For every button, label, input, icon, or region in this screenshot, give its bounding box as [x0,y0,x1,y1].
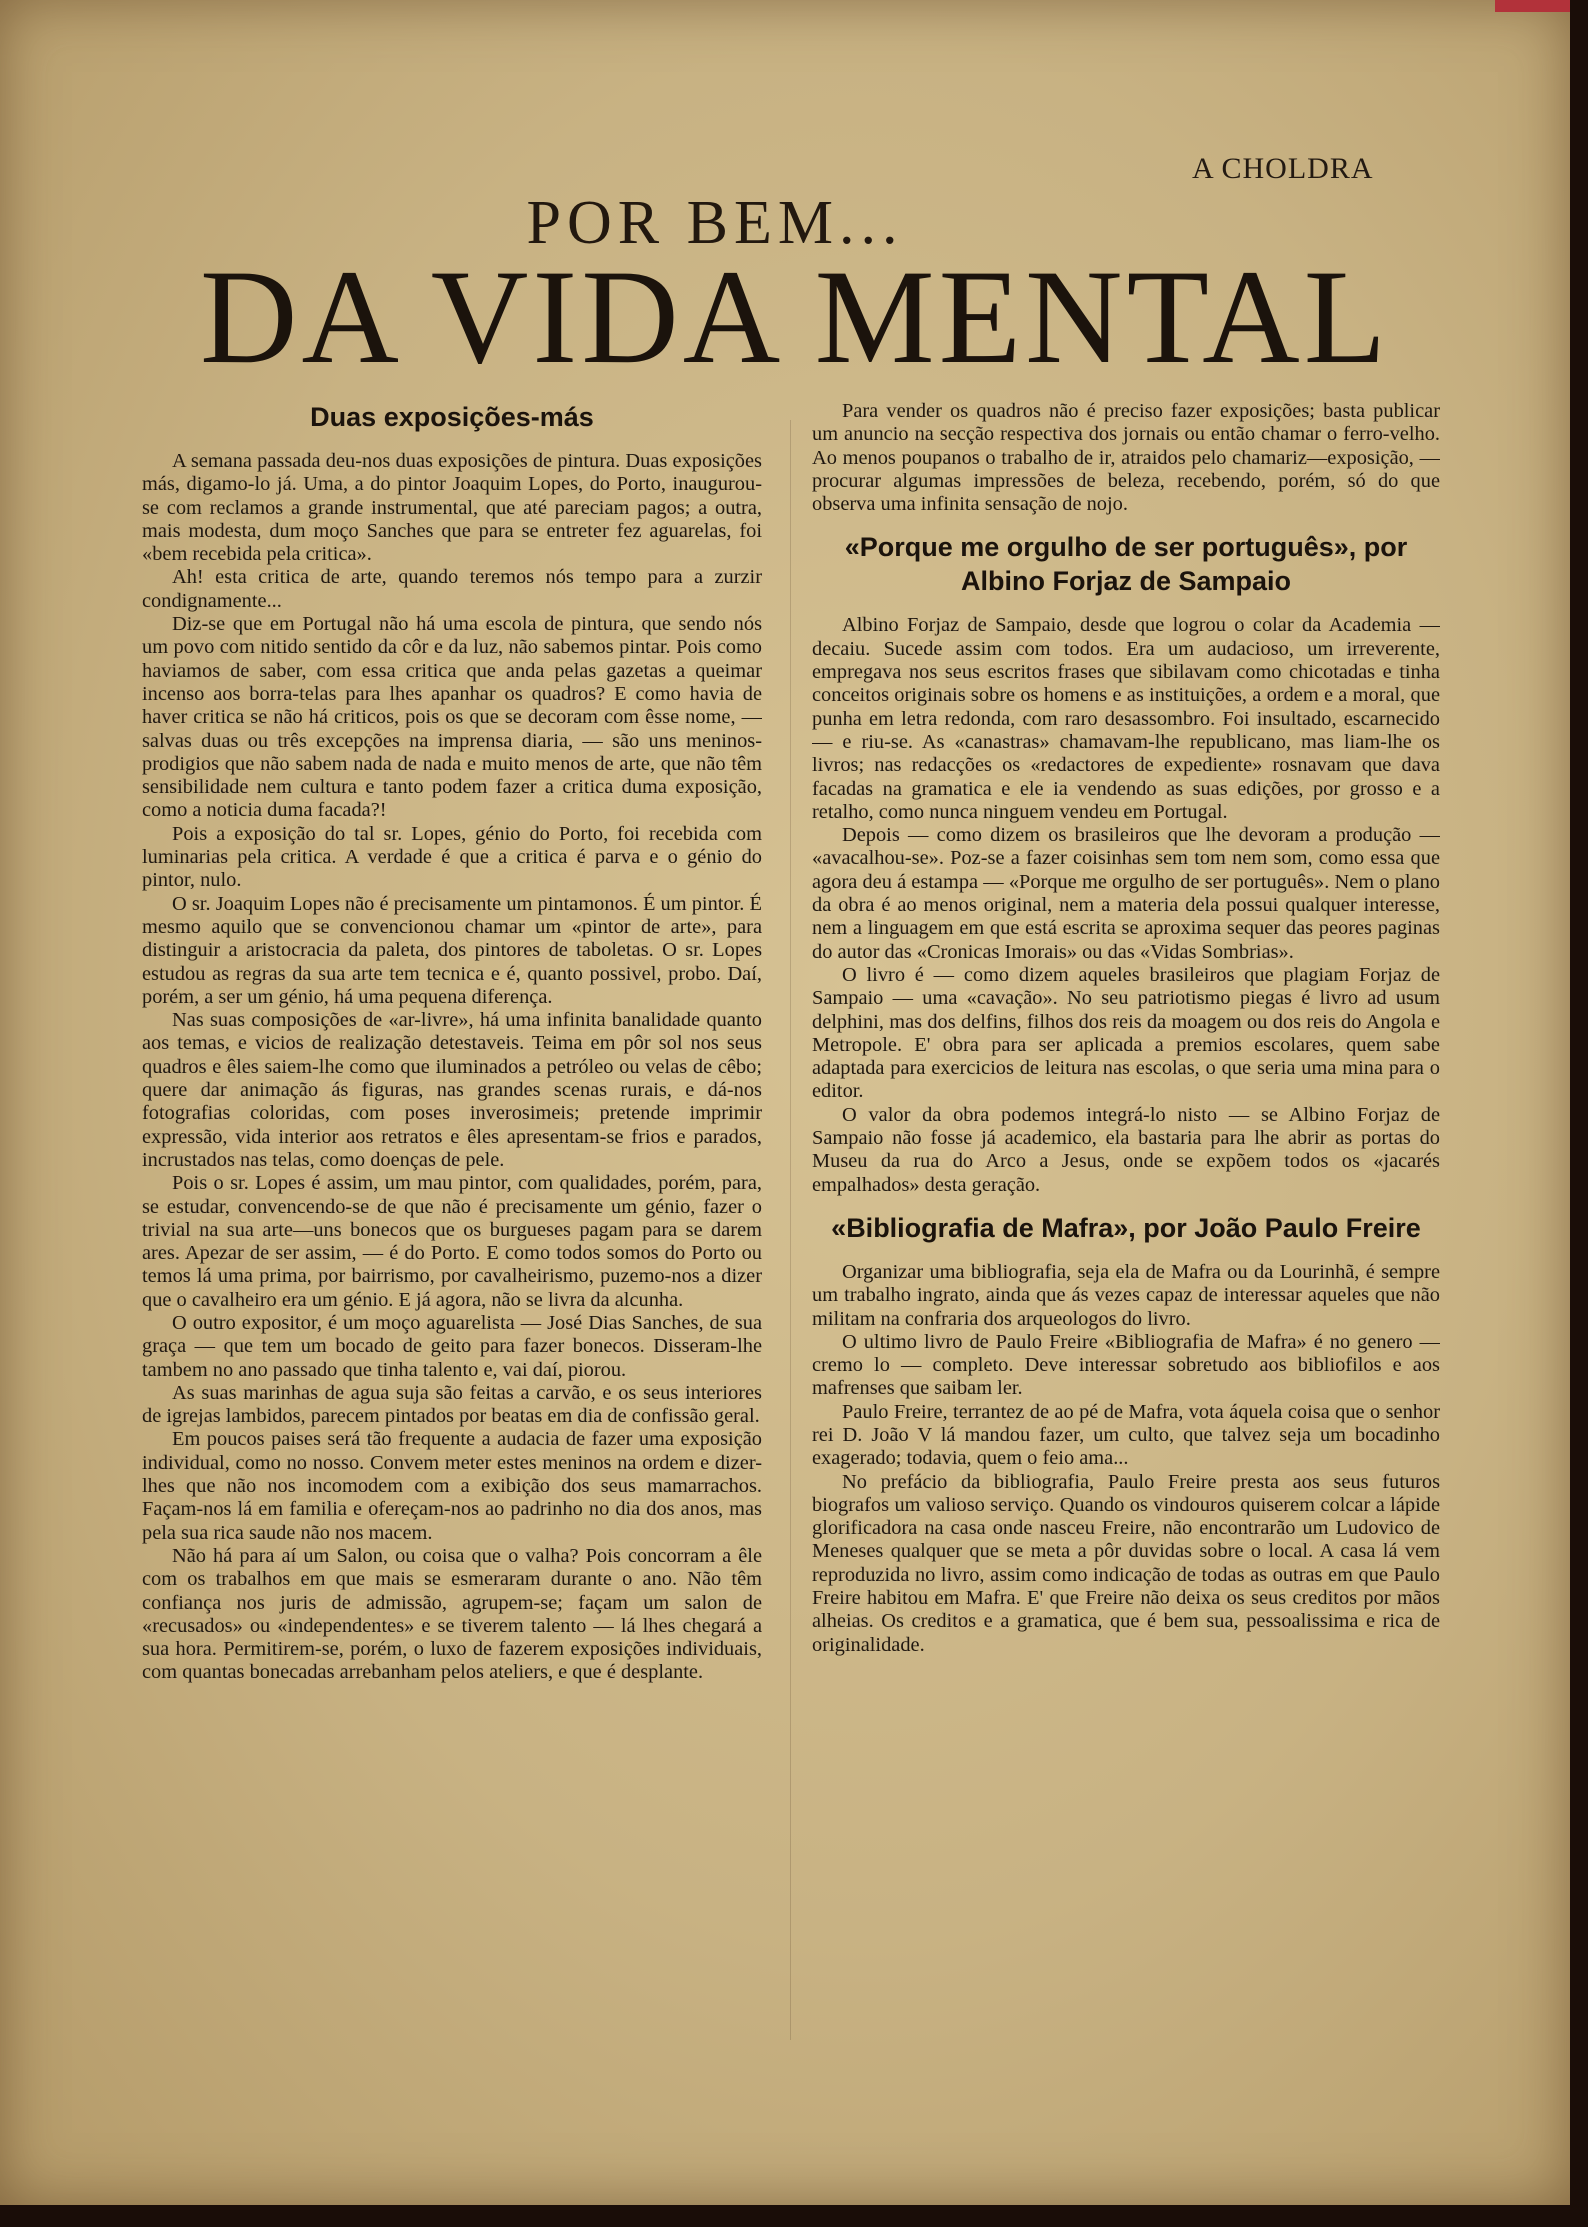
paragraph: Albino Forjaz de Sampaio, desde que logrou o colar da Academia — decaiu. Sucede assim com todos. Era um audacioso, um irreverente, empregava nos seus escritos frases que sibilavam como chicotadas e tinha conceitos originais sobre os homens e as instituições, a ordem e a moral, que punha em letra redonda, com raro desassombro. Foi insultado, escarnecido — e riu-se. As «canastras» chamavam-lhe republicano, mas liam-lhe os livros; nas redacções os «redactores de expediente» rosnavam que dava facadas na gramatica e ele ia vendendo as suas edições, por grosso e a retalho, como nunca ninguem vendeu em Portugal. [812,614,1440,823]
paragraph: Organizar uma bibliografia, seja ela de Mafra ou da Lourinhã, é sempre um trabalho ingrato, ainda que ás vezes capaz de interessar aqueles que não militam na confraria dos arqueologos do livro. [812,1260,1440,1330]
left-column [142,400,762,2060]
paragraph: Diz-se que em Portugal não há uma escola de pintura, que sendo nós um povo com nitido sentido da côr e da luz, não sabemos pintar. Pois como haviamos de saber, com essa critica que anda pelas gazetas a queimar incenso aos borra-telas para lhes apanhar os quadros? E como havia de haver critica se não há criticos, pois os que se decoram com êsse nome, — salvas duas ou três excepções na imprensa diaria, — são uns meninos-prodigios que não sabem nada de nada e muito menos de arte, que não têm sensibilidade nem cultura e tanto podem fazer a critica duma exposição, como a noticia duma facada?! [142,613,762,822]
paragraph: As suas marinhas de agua suja são feitas a carvão, e os seus interiores de igrejas lambidos, parecem pintados por beatas em dia de confissão geral. [142,1381,762,1428]
publication-header: A CHOLDRA [1192,152,1374,185]
section-heading-forjaz: «Porque me orgulho de ser português», por Albino Forjaz de Sampaio [844,532,1408,597]
paragraph: Não há para aí um Salon, ou coisa que o valha? Pois concorram a êle com os trabalhos em que mais se esmeraram durante o ano. Não têm confiança nos juris de admissão, agrupem-se; façam um salon de «recusados» ou «independentes» e se tiverem talento — lá lhes chegará a sua hora. Permitirem-se, porém, o luxo de fazerem exposições individuais, com quantas bonecadas arrebanham pelos ateliers, e que é desplante. [142,1544,762,1684]
section-heading-mafra: «Bibliografia de Mafra», por João Paulo Freire [831,1212,1421,1243]
section-heading-exposicoes: Duas exposições-más [310,402,594,432]
paragraph: O valor da obra podemos integrá-lo nisto — se Albino Forjaz de Sampaio não fosse já academico, ela bastaria para lhe abrir as portas do Museu da rua do Arco a Jesus, onde se expõem todos os «jacarés empalhados» desta geração. [812,1103,1440,1196]
red-edge-mark [1495,0,1570,12]
right-column [812,400,1440,2060]
paragraph: Paulo Freire, terrantez de ao pé de Mafra, vota áquela coisa que o senhor rei D. João V lá mandou fazer, um culto, que talvez seja um bocadinho exagerado; todavia, quem o feio ama... [812,1400,1440,1470]
paragraph: Em poucos paises será tão frequente a audacia de fazer uma exposição individual, como no nosso. Convem meter estes meninos na ordem e dizer-lhes que não nos incomodem com a exibição dos seus mamarrachos. Façam-nos lá em familia e ofereçam-nos ao padrinho no dia dos anos, mas pela sua rica saude não nos macem. [142,1428,762,1544]
intro-paragraph: Para vender os quadros não é preciso fazer exposições; basta publicar um anuncio na secção respectiva dos jornais ou então chamar o ferro-velho. Ao menos poupanos o trabalho de ir, atraidos pelo chamariz—exposição, —procurar algumas impressões de beleza, recebendo, porém, só do que observa uma infinita sensação de nojo. [812,400,1440,516]
paragraph: A semana passada deu-nos duas exposições de pintura. Duas exposições más, digamo-lo já. Uma, a do pintor Joaquim Lopes, do Porto, inaugurou-se com reclamos a grande instrumental, que até pareciam pagos; a outra, mais modesta, dum moço Sanches que para se entreter fez aguarelas, foi «bem recebida pela critica». [142,450,762,566]
paragraph: O ultimo livro de Paulo Freire «Bibliografia de Mafra» é no genero — cremo lo — completo. Deve interessar sobretudo aos bibliofilos e aos mafrenses que saibam ler. [812,1330,1440,1400]
paragraph: O livro é — como dizem aqueles brasileiros que plagiam Forjaz de Sampaio — uma «cavação». No seu patriotismo piegas é livro ad usum delphini, mas dos delfins, filhos dos reis da moagem ou dos reis do Angola e Metropole. E' obra para ser aplicada a premios escolares, quem sabe adaptada para exercicios de leitura nas escolas, o que seria uma mina para o editor. [812,963,1440,1103]
main-title: DA VIDA MENTAL [200,243,1391,392]
paragraph: O sr. Joaquim Lopes não é precisamente um pintamonos. É um pintor. É mesmo aquilo que se convencionou chamar um «pintor de arte», para distinguir a aristocracia da paleta, dos pintores de taboletas. O sr. Lopes estudou as regras da sua arte tem tecnica e é, quanto possivel, probo. Daí, porém, a ser um génio, há uma pequena diferença. [142,892,762,1008]
paragraph: O outro expositor, é um moço aguarelista — José Dias Sanches, de sua graça — que tem um bocado de geito para fazer bonecos. Disseram-lhe tambem no ano passado que tinha talento e, vai daí, piorou. [142,1311,762,1381]
column-divider [790,420,791,2040]
paragraph: Ah! esta critica de arte, quando teremos nós tempo para a zurzir condignamente... [142,566,762,612]
paragraph: Depois — como dizem os brasileiros que lhe devoram a produção — «avacalhou-se». Poz-se a fazer coisinhas sem tom nem som, como essa que agora deu á estampa — «Porque me orgulho de ser português». Nem o plano da obra é ao menos original, nem a materia dela possui qualquer interesse, nem a linguagem em que está escrita se aproxima sequer das peores paginas do autor das «Cronicas Imorais» ou das «Vidas Sombrias». [812,824,1440,963]
kicker-title: POR BEM... [526,189,904,257]
paragraph: Pois a exposição do tal sr. Lopes, génio do Porto, foi recebida com luminarias pela critica. A verdade é que a critica é parva e o génio do pintor, nulo. [142,822,762,892]
paragraph: Pois o sr. Lopes é assim, um mau pintor, com qualidades, porém, para, se estudar, convencendo-se de que não é precisamente um génio, fazer o trivial na sua arte—uns bonecos que os burgueses pagam para se darem ares. Apezar de ser assim, — é do Porto. E como todos somos do Porto ou temos lá uma prima, por bairrismo, por cavalheirismo, puzemo-nos a dizer que o cavalheiro era um génio. E já agora, não se livra da alcunha. [142,1172,762,1311]
paragraph: Nas suas composições de «ar-livre», há uma infinita banalidade quanto aos temas, e vicios de realização detestaveis. Teima em pôr sol nos seus quadros e êles saiem-lhe como que iluminados a petróleo ou velas de cêbo; quere dar animação ás figuras, nas grandes scenas rurais, e dá-nos fotografias coloridas, com poses inverosimeis; pretende imprimir expressão, vida interior aos retratos e êles apresentam-se frios e parados, incrustados nas telas, como doenças de pele. [142,1009,762,1171]
paragraph: No prefácio da bibliografia, Paulo Freire presta aos seus futuros biografos um valioso serviço. Quando os vindouros quiserem colcar a lápide glorificadora na casa onde nasceu Freire, não encontrarão um Ludovico de Meneses qualquer que se meta a pôr duvidas sobre o local. A casa lá vem reproduzida no livro, assim como indicação de todas as outras em que Paulo Freire habitou em Mafra. E' que Freire não deixa os seus creditos por mãos alheias. Os creditos e a gramatica, que é bem sua, pessoalissima e rica de originalidade. [812,1470,1440,1656]
